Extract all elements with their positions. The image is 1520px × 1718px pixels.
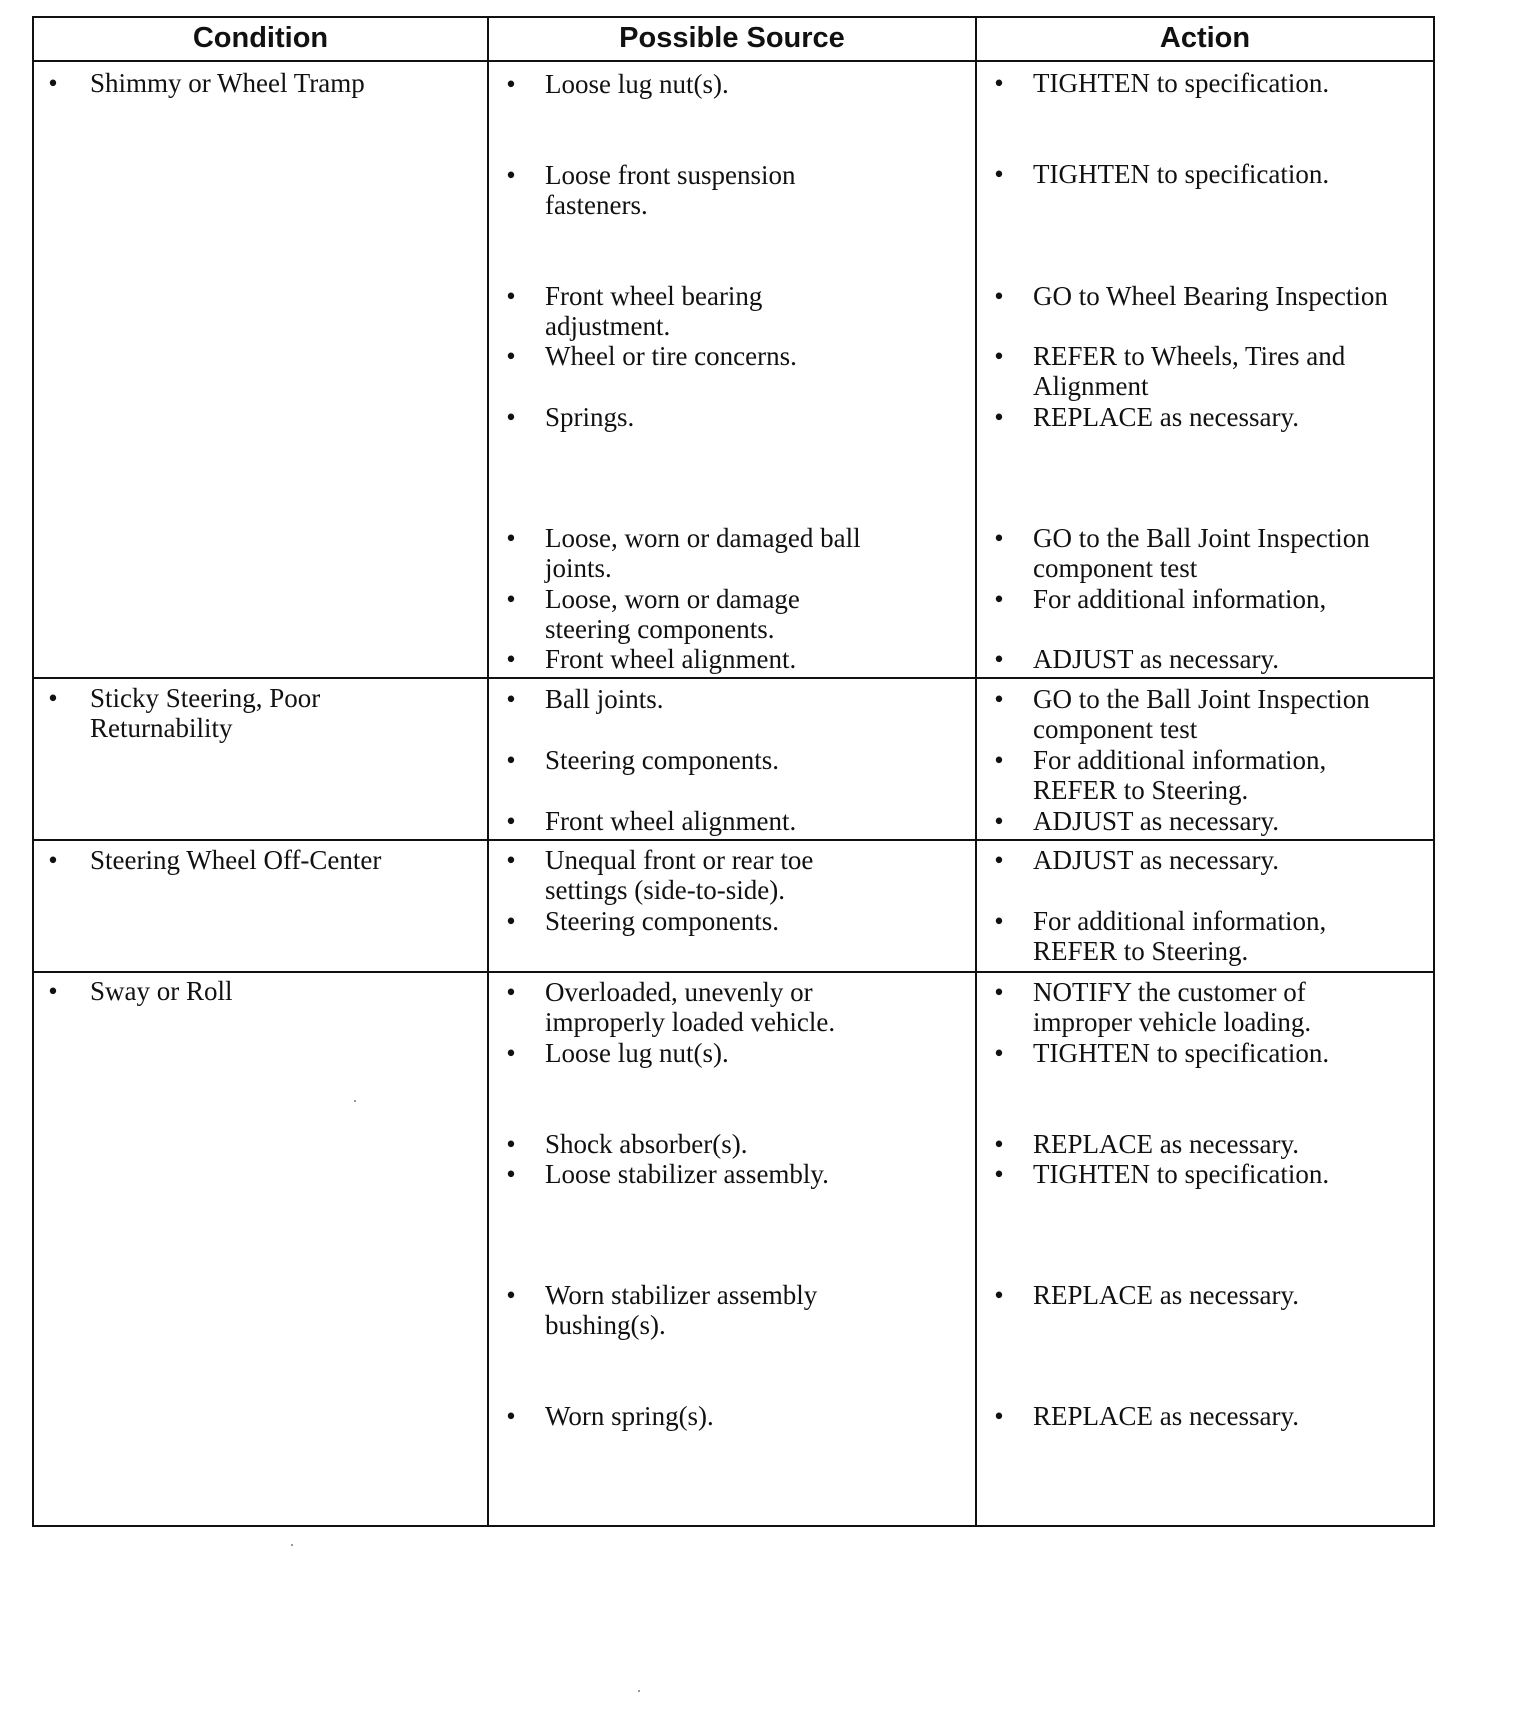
action-entry <box>977 977 1394 1037</box>
table-row-sway <box>34 971 1433 1525</box>
action-text: GO to the Ball Joint Inspection component test <box>1033 523 1370 583</box>
bullet-mark: • <box>994 159 1004 189</box>
source-cell <box>489 973 977 1525</box>
source-text: Loose lug nut(s). <box>545 69 729 99</box>
action-text: REPLACE as necessary. <box>1033 1280 1299 1310</box>
action-cell <box>977 841 1433 971</box>
source-entry <box>489 341 861 371</box>
source-text: Loose, worn or damaged ball joints. <box>545 523 861 583</box>
source-entry <box>489 806 861 836</box>
source-entry <box>489 684 861 714</box>
bullet-mark: • <box>994 684 1004 714</box>
condition-text: Sticky Steering, Poor Returnability <box>90 683 321 743</box>
bullet-mark: • <box>506 584 516 614</box>
bullet-mark: • <box>506 281 516 311</box>
action-text: ADJUST as necessary. <box>1033 644 1279 674</box>
action-text: REPLACE as necessary. <box>1033 1401 1299 1431</box>
source-text: Loose front suspension fasteners. <box>545 160 796 220</box>
bullet-mark: • <box>506 160 516 190</box>
source-text: Ball joints. <box>545 684 664 714</box>
condition-cell <box>34 62 489 677</box>
bullet-mark: • <box>506 906 516 936</box>
source-text: Loose lug nut(s). <box>545 1038 729 1068</box>
source-text: Worn spring(s). <box>545 1401 714 1431</box>
bullet-mark: • <box>994 341 1004 371</box>
table-row-off-center <box>34 839 1433 971</box>
source-entry <box>489 1401 861 1431</box>
bullet-mark: • <box>506 977 516 1007</box>
source-text: Springs. <box>545 402 635 432</box>
bullet-mark: • <box>994 806 1004 836</box>
action-entry <box>977 1401 1394 1431</box>
bullet-mark: • <box>994 977 1004 1007</box>
table-row-sticky-steering <box>34 677 1433 839</box>
scan-speck <box>638 1690 640 1692</box>
source-entry <box>489 69 861 99</box>
action-entry <box>977 584 1394 614</box>
source-entry <box>489 1129 861 1159</box>
source-text: Steering components. <box>545 906 779 936</box>
condition-text: Shimmy or Wheel Tramp <box>90 68 365 98</box>
source-entry <box>489 523 861 583</box>
source-entry <box>489 644 861 674</box>
bullet-mark: • <box>48 68 58 98</box>
source-entry <box>489 906 861 936</box>
source-entry <box>489 402 861 432</box>
bullet-mark: • <box>994 281 1004 311</box>
bullet-mark: • <box>994 1401 1004 1431</box>
bullet-mark: • <box>506 341 516 371</box>
bullet-mark: • <box>48 976 58 1006</box>
bullet-mark: • <box>994 523 1004 553</box>
bullet-mark: • <box>506 1401 516 1431</box>
source-entry <box>489 1159 861 1189</box>
action-text: For additional information, REFER to Steering. <box>1033 745 1327 805</box>
action-text: TIGHTEN to specification. <box>1033 1038 1330 1068</box>
condition-text: Steering Wheel Off-Center <box>90 845 382 875</box>
source-text: Front wheel bearing adjustment. <box>545 281 763 341</box>
action-entry <box>977 523 1394 583</box>
table-header-row <box>34 18 1433 60</box>
action-entry <box>977 341 1394 401</box>
action-entry <box>977 684 1394 744</box>
bullet-mark: • <box>994 906 1004 936</box>
action-cell <box>977 679 1433 839</box>
bullet-mark: • <box>994 1129 1004 1159</box>
action-entry <box>977 806 1394 836</box>
condition-entry <box>34 683 366 743</box>
action-text: For additional information, <box>1033 584 1327 614</box>
source-text: Unequal front or rear toe settings (side-to-side). <box>545 845 814 905</box>
troubleshooting-table <box>32 16 1435 1527</box>
table-row-shimmy <box>34 60 1433 677</box>
source-cell <box>489 679 977 839</box>
bullet-mark: • <box>994 1280 1004 1310</box>
action-entry <box>977 1159 1394 1189</box>
source-entry <box>489 845 861 905</box>
action-text: REFER to Wheels, Tires and Alignment <box>1033 341 1346 401</box>
action-text: TIGHTEN to specification. <box>1033 159 1330 189</box>
source-entry <box>489 745 861 775</box>
source-cell <box>489 841 977 971</box>
source-text: Loose stabilizer assembly. <box>545 1159 829 1189</box>
source-cell <box>489 62 977 677</box>
action-text: TIGHTEN to specification. <box>1033 68 1330 98</box>
condition-cell <box>34 841 489 971</box>
source-text: Steering components. <box>545 745 779 775</box>
action-entry <box>977 159 1394 189</box>
action-entry <box>977 1038 1394 1068</box>
bullet-mark: • <box>994 644 1004 674</box>
action-text: ADJUST as necessary. <box>1033 806 1279 836</box>
bullet-mark: • <box>506 1280 516 1310</box>
source-entry <box>489 281 861 341</box>
source-text: Front wheel alignment. <box>545 644 797 674</box>
action-entry <box>977 906 1394 966</box>
source-text: Overloaded, unevenly or improperly loaded vehicle. <box>545 977 836 1037</box>
bullet-mark: • <box>48 683 58 713</box>
condition-cell <box>34 973 489 1525</box>
action-entry <box>977 644 1394 674</box>
action-text: TIGHTEN to specification. <box>1033 1159 1330 1189</box>
action-text: NOTIFY the customer of improper vehicle loading. <box>1033 977 1312 1037</box>
action-entry <box>977 1280 1394 1310</box>
bullet-mark: • <box>994 402 1004 432</box>
action-text: REPLACE as necessary. <box>1033 402 1299 432</box>
bullet-mark: • <box>506 745 516 775</box>
bullet-mark: • <box>994 745 1004 775</box>
condition-entry <box>34 976 479 1006</box>
action-entry <box>977 402 1394 432</box>
action-text: For additional information, REFER to Steering. <box>1033 906 1327 966</box>
source-entry <box>489 1280 861 1340</box>
bullet-mark: • <box>506 69 516 99</box>
scan-speck <box>291 1544 293 1546</box>
condition-cell <box>34 679 489 839</box>
source-entry <box>489 1038 861 1068</box>
action-cell <box>977 62 1433 677</box>
bullet-mark: • <box>994 68 1004 98</box>
action-entry <box>977 745 1394 805</box>
header-possible-source: Possible Source <box>489 18 977 60</box>
action-entry <box>977 281 1394 311</box>
bullet-mark: • <box>994 845 1004 875</box>
bullet-mark: • <box>48 845 58 875</box>
source-entry <box>489 584 861 644</box>
source-text: Front wheel alignment. <box>545 806 797 836</box>
action-text: GO to the Ball Joint Inspection component test <box>1033 684 1370 744</box>
source-text: Worn stabilizer assembly bushing(s). <box>545 1280 818 1340</box>
action-entry <box>977 1129 1394 1159</box>
action-entry <box>977 845 1394 875</box>
bullet-mark: • <box>506 806 516 836</box>
condition-entry <box>34 845 479 875</box>
bullet-mark: • <box>994 1038 1004 1068</box>
bullet-mark: • <box>994 1159 1004 1189</box>
bullet-mark: • <box>506 1038 516 1068</box>
condition-text: Sway or Roll <box>90 976 233 1006</box>
action-text: GO to Wheel Bearing Inspection <box>1033 281 1388 311</box>
source-text: Loose, worn or damage steering components. <box>545 584 800 644</box>
bullet-mark: • <box>506 402 516 432</box>
action-text: REPLACE as necessary. <box>1033 1129 1299 1159</box>
action-text: ADJUST as necessary. <box>1033 845 1279 875</box>
bullet-mark: • <box>506 523 516 553</box>
bullet-mark: • <box>506 845 516 875</box>
bullet-mark: • <box>506 1129 516 1159</box>
scan-speck <box>354 1100 356 1102</box>
header-condition: Condition <box>34 18 489 60</box>
bullet-mark: • <box>506 1159 516 1189</box>
header-action: Action <box>1159 22 1251 54</box>
bullet-mark: • <box>506 684 516 714</box>
action-entry <box>977 68 1394 98</box>
action-cell <box>977 973 1433 1525</box>
bullet-mark: • <box>506 644 516 674</box>
source-entry <box>489 160 861 220</box>
source-entry <box>489 977 861 1037</box>
source-text: Shock absorber(s). <box>545 1129 748 1159</box>
condition-entry <box>34 68 479 98</box>
source-text: Wheel or tire concerns. <box>545 341 797 371</box>
bullet-mark: • <box>994 584 1004 614</box>
